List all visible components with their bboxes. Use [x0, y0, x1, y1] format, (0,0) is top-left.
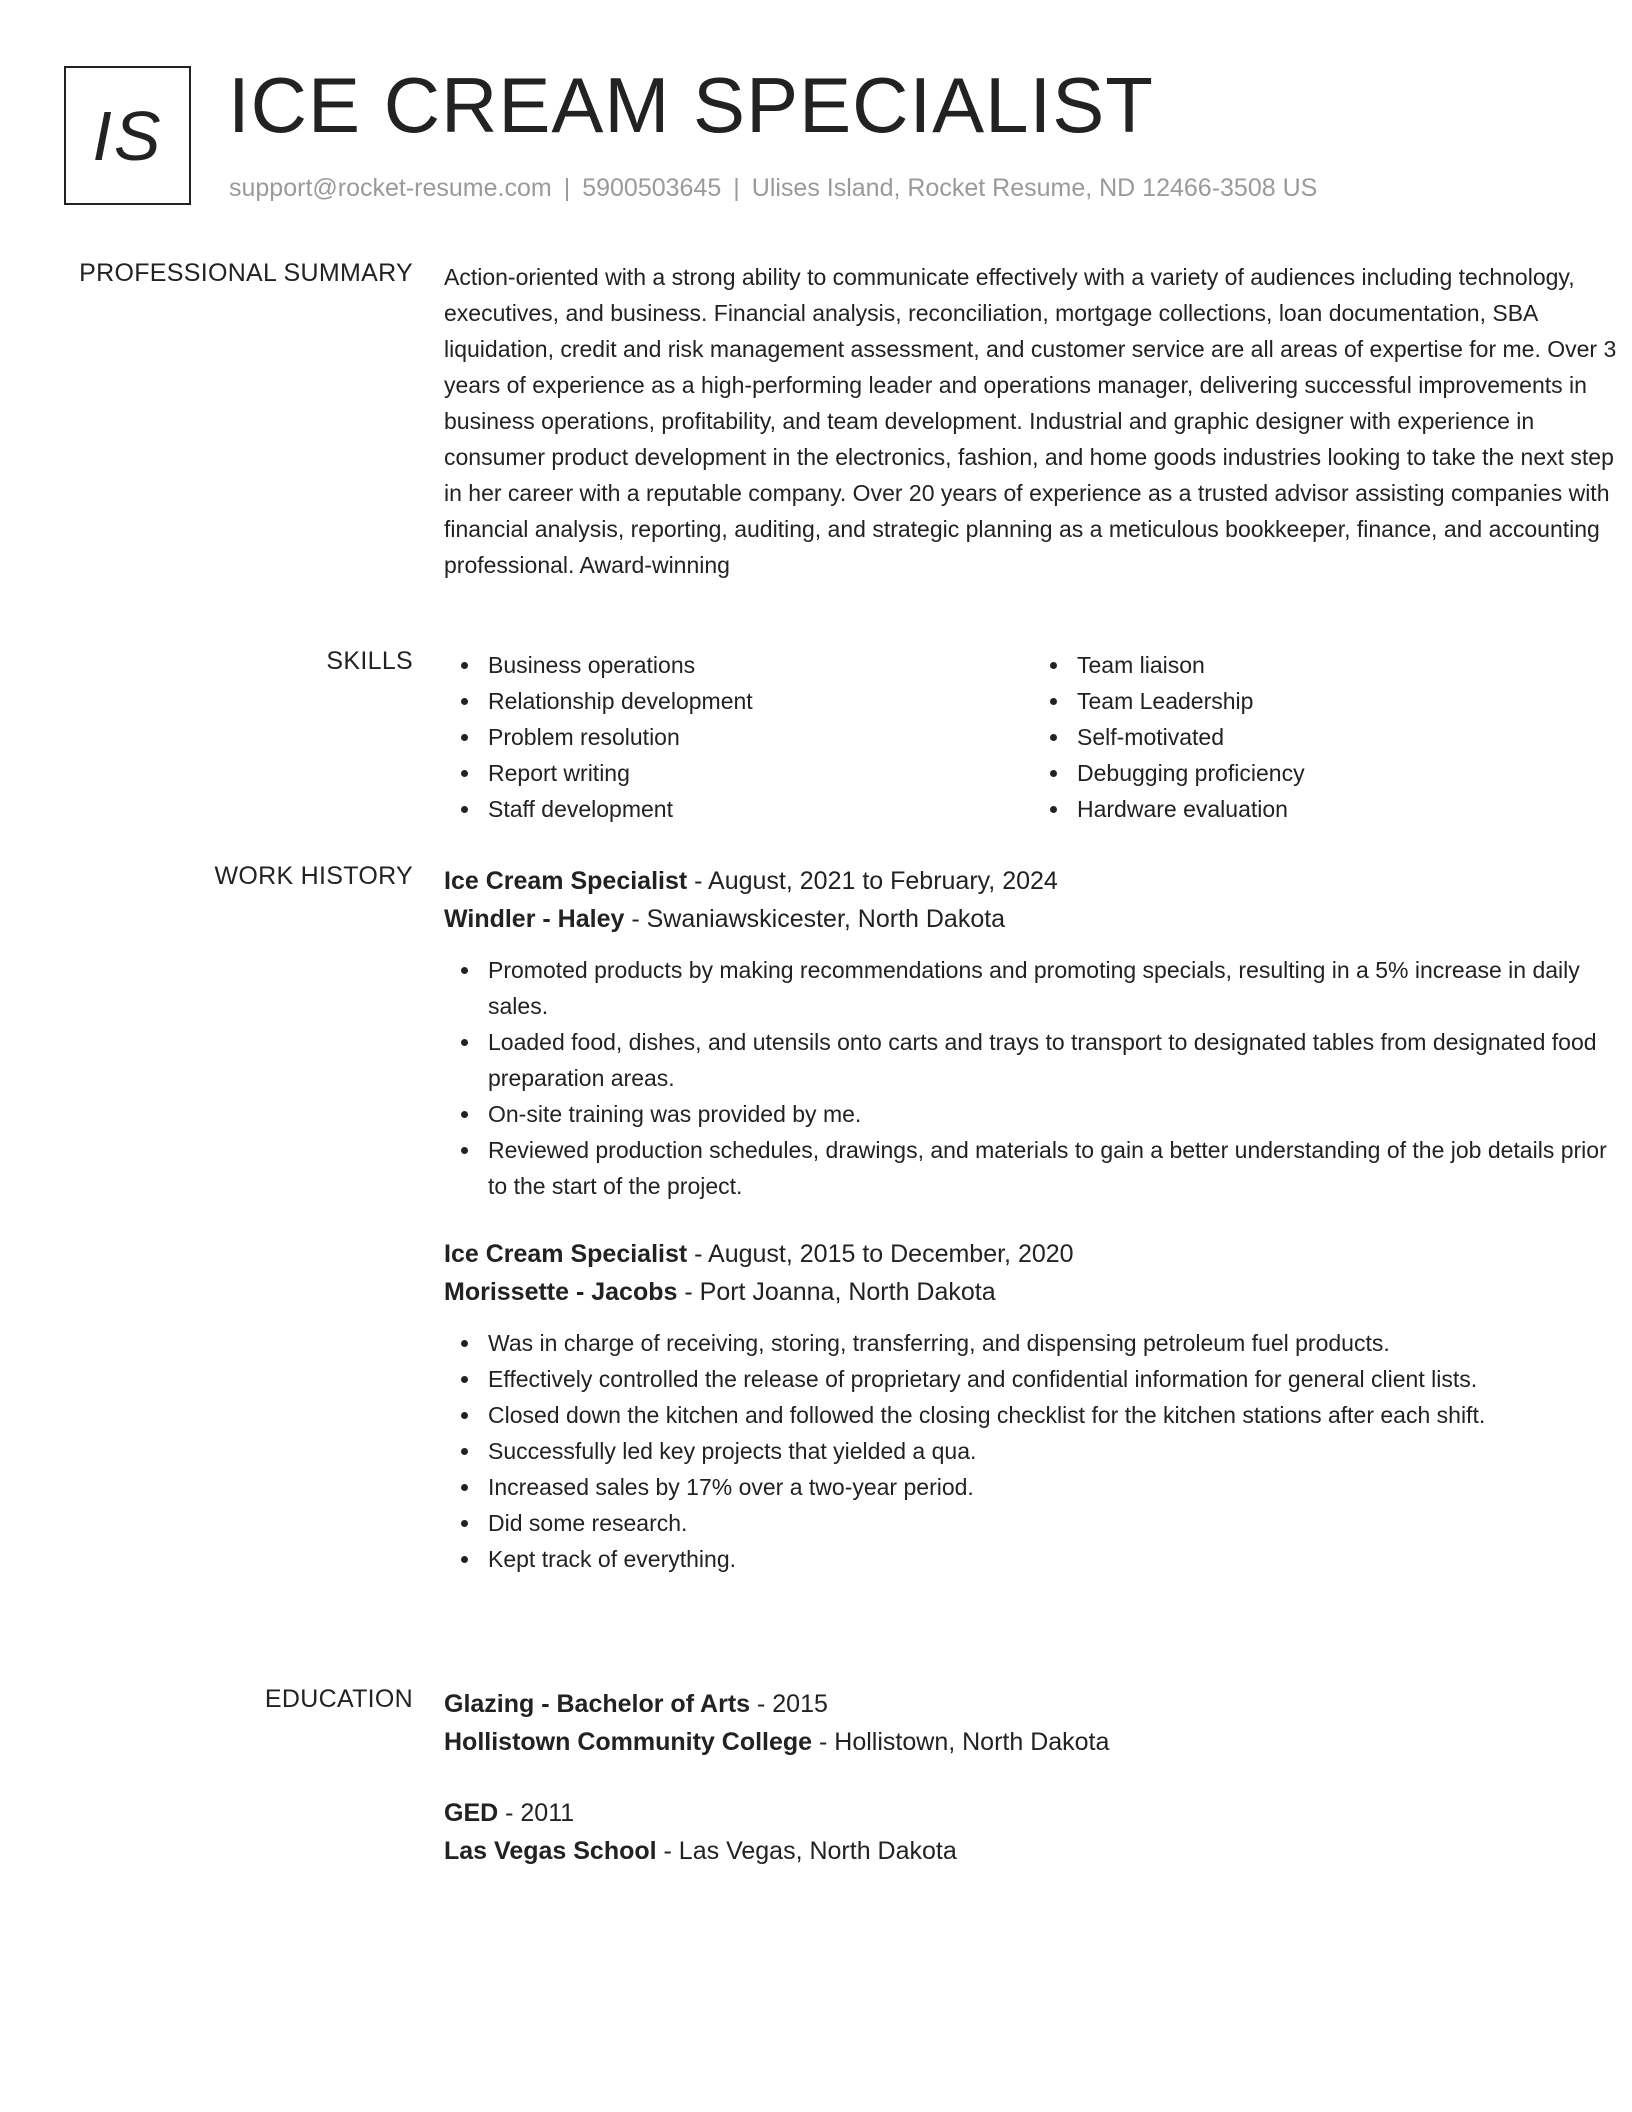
education-degree: Glazing - Bachelor of Arts — [444, 1690, 751, 1718]
job-company: Windler - Haley — [444, 905, 625, 933]
section-label-work: WORK HISTORY — [214, 862, 413, 890]
skill-item: Relationship development — [488, 683, 1033, 719]
skills-grid — [444, 647, 1624, 827]
job-entry — [444, 1235, 1624, 1577]
skill-item: Debugging proficiency — [1077, 755, 1622, 791]
job-bullet: Kept track of everything. — [488, 1541, 1624, 1577]
job-bullet: Did some research. — [488, 1505, 1624, 1541]
education-school-line — [444, 1723, 1624, 1761]
job-entry — [444, 862, 1624, 1204]
contact-address: Ulises Island, Rocket Resume, ND 12466-3508 US — [751, 174, 1318, 202]
job-location: - Port Joanna, North Dakota — [677, 1278, 996, 1306]
job-bullet: Closed down the kitchen and followed the closing checklist for the kitchen stations after each shift. — [488, 1397, 1624, 1433]
job-bullets — [444, 1325, 1624, 1577]
job-bullet: Successfully led key projects that yielded a qua. — [488, 1433, 1624, 1469]
section-label-summary: PROFESSIONAL SUMMARY — [79, 259, 413, 287]
contact-separator: | — [733, 174, 740, 202]
job-bullet: Promoted products by making recommendations and promoting specials, resulting in a 5% increase in daily sales. — [488, 952, 1624, 1024]
education-degree: GED — [444, 1799, 499, 1827]
monogram-initials: IS — [92, 96, 163, 175]
skills-column-right — [1033, 647, 1622, 827]
job-company-line — [444, 900, 1624, 938]
job-company-line — [444, 1273, 1624, 1311]
job-title: Ice Cream Specialist — [444, 1240, 688, 1268]
skill-item: Business operations — [488, 647, 1033, 683]
job-company: Morissette - Jacobs — [444, 1278, 678, 1306]
education-location: - Las Vegas, North Dakota — [656, 1837, 957, 1865]
section-label-education: EDUCATION — [264, 1685, 413, 1713]
job-bullets — [444, 952, 1624, 1204]
education-school-line — [444, 1832, 1624, 1870]
education-entry — [444, 1685, 1624, 1761]
resume-header — [64, 61, 1564, 209]
education-school: Hollistown Community College — [444, 1728, 813, 1756]
monogram-box — [64, 66, 191, 205]
contact-phone: 5900503645 — [582, 174, 722, 202]
skill-item: Hardware evaluation — [1077, 791, 1622, 827]
section-label-skills: SKILLS — [326, 647, 413, 675]
education-degree-line — [444, 1794, 1624, 1832]
job-bullet: Was in charge of receiving, storing, transferring, and dispensing petroleum fuel products. — [488, 1325, 1624, 1361]
skill-item: Problem resolution — [488, 719, 1033, 755]
job-dates: - August, 2015 to December, 2020 — [687, 1240, 1074, 1268]
education-year: - 2011 — [498, 1799, 575, 1827]
contact-email: support@rocket-resume.com — [229, 174, 552, 202]
education-location: - Hollistown, North Dakota — [812, 1728, 1110, 1756]
candidate-name: ICE CREAM SPECIALIST — [228, 61, 1154, 149]
job-bullet: On-site training was provided by me. — [488, 1096, 1624, 1132]
skill-item: Team liaison — [1077, 647, 1622, 683]
job-bullet: Reviewed production schedules, drawings, and materials to gain a better understanding of the job details prior to the start of the project. — [488, 1132, 1624, 1204]
contact-line — [229, 174, 1317, 203]
job-title: Ice Cream Specialist — [444, 867, 688, 895]
job-location: - Swaniawskicester, North Dakota — [624, 905, 1006, 933]
education-year: - 2015 — [750, 1690, 828, 1718]
summary-text: Action-oriented with a strong ability to communicate effectively with a variety of audiences including technology, executives, and business. Financial analysis, reconciliation, mortgage collections, loan documentation, SBA liquidation, credit and risk management assessment, and customer service are all areas of expertise for me. Over 3 years of experience as a high-performing leader and operations manager, delivering successful improvements in business operations, profitability, and team development. Industrial and graphic designer with experience in consumer product development in the electronics, fashion, and home goods industries looking to take the next step in her career with a reputable company. Over 20 years of experience as a trusted advisor assisting companies with financial analysis, reporting, auditing, and strategic planning as a meticulous bookkeeper, finance, and accounting professional. Award-winning — [444, 264, 1617, 578]
job-dates: - August, 2021 to February, 2024 — [687, 867, 1058, 895]
contact-separator: | — [563, 174, 571, 202]
skill-item: Staff development — [488, 791, 1033, 827]
skills-column-left — [444, 647, 1033, 827]
skill-item: Team Leadership — [1077, 683, 1622, 719]
skill-item: Self-motivated — [1077, 719, 1622, 755]
job-title-line — [444, 1235, 1624, 1273]
job-bullet: Increased sales by 17% over a two-year period. — [488, 1469, 1624, 1505]
education-entry — [444, 1794, 1624, 1870]
job-bullet: Effectively controlled the release of proprietary and confidential information for general client lists. — [488, 1361, 1624, 1397]
education-degree-line — [444, 1685, 1624, 1723]
skill-item: Report writing — [488, 755, 1033, 791]
job-bullet: Loaded food, dishes, and utensils onto carts and trays to transport to designated tables from designated food preparation areas. — [488, 1024, 1624, 1096]
education-school: Las Vegas School — [444, 1837, 657, 1865]
job-title-line — [444, 862, 1624, 900]
